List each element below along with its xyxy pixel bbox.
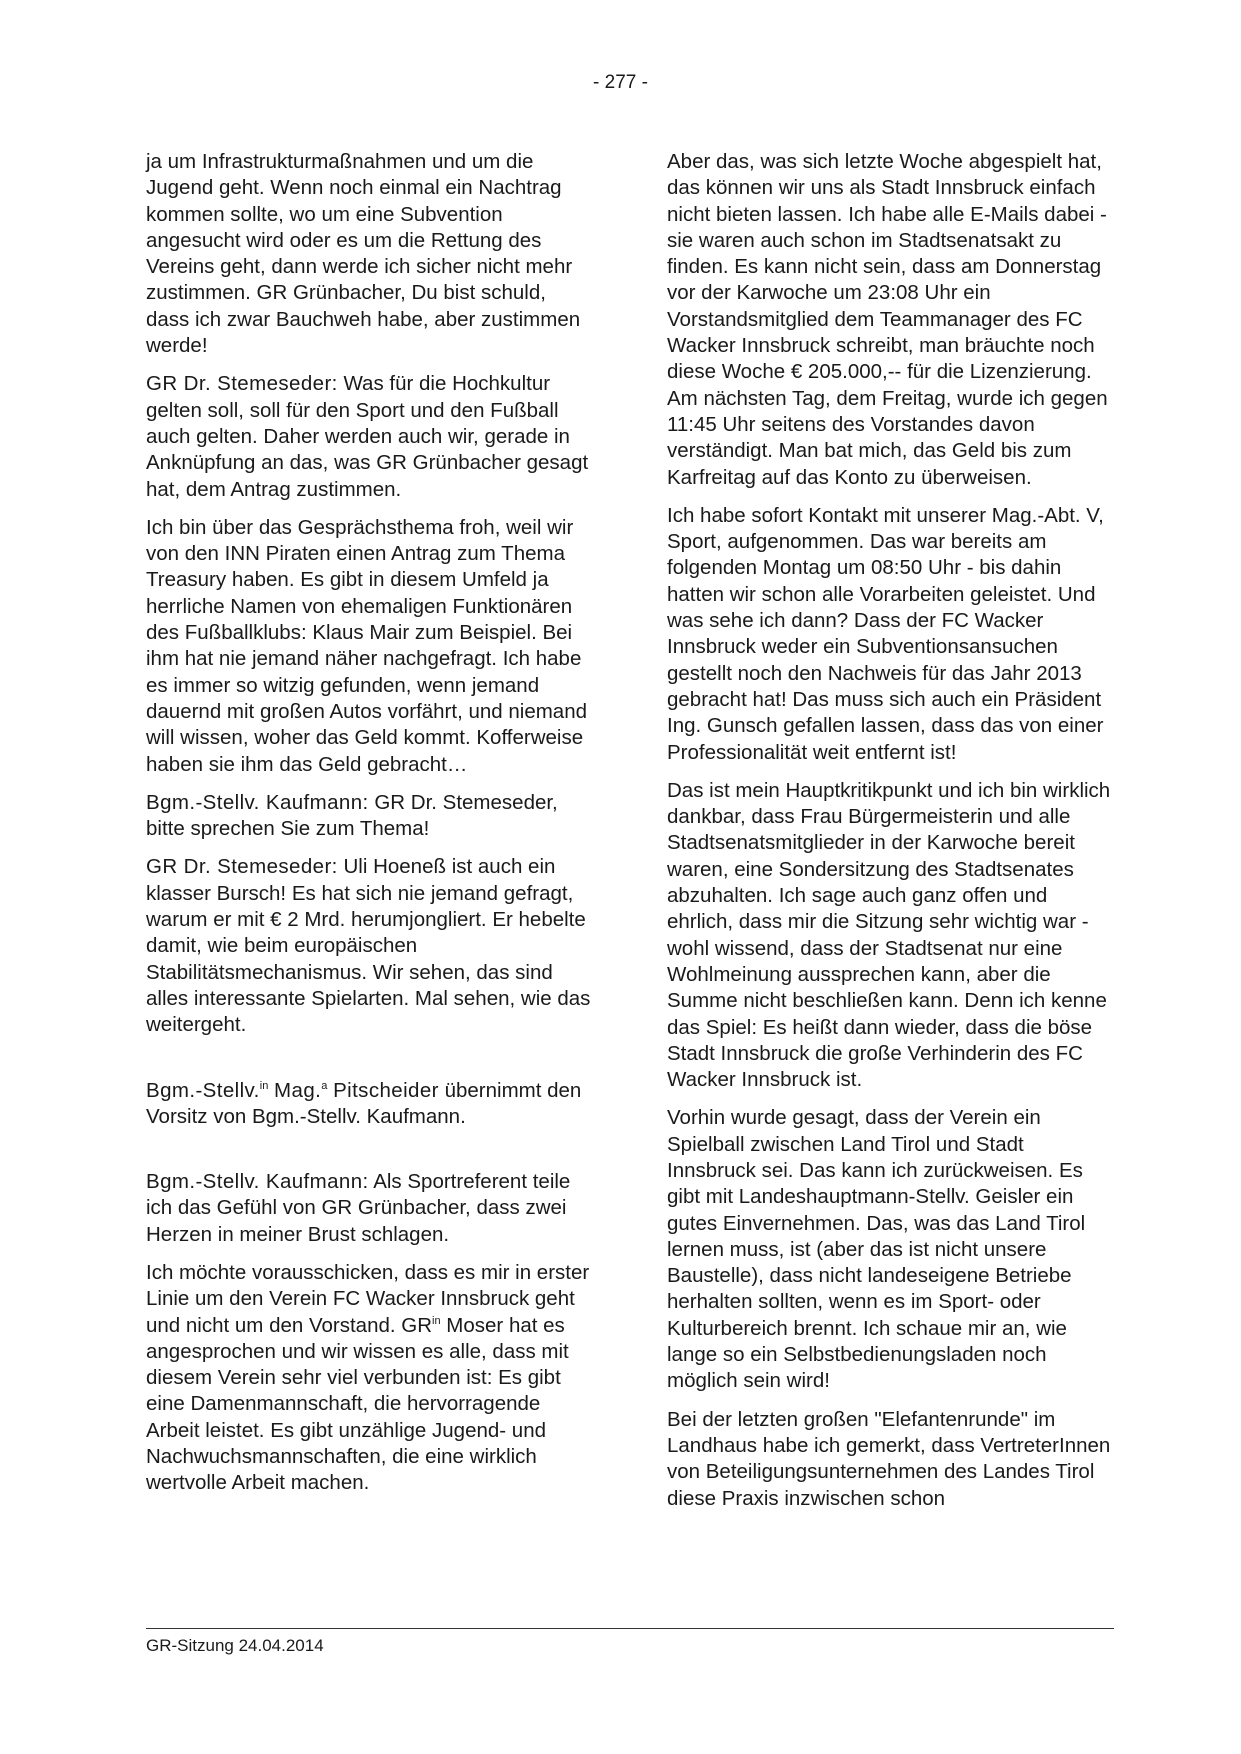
paragraph — [146, 854, 591, 1038]
superscript: in — [432, 1314, 441, 1327]
superscript: a — [321, 1079, 328, 1092]
paragraph: Ich habe sofort Kontakt mit unserer Mag.-Abt. V, Sport, aufgenommen. Das war bereits am folgenden Montag um 08:50 Uhr - bis dahin hatten wir schon alle Vorarbeiten geleistet. Und was sehe ich dann? Dass der FC Wacker Innsbruck weder ein Subventionsansuchen gestellt noch den Nachweis für das Jahr 2013 gebracht hat! Das muss sich auch ein Präsident Ing. Gunsch gefallen lassen, dass das von einer Professionalität weit entfernt ist! — [667, 503, 1104, 764]
right-column — [667, 149, 1112, 1524]
paragraph: Aber das, was sich letzte Woche abgespielt hat, das können wir uns als Stadt Innsbruck einfach nicht bieten lassen. Ich habe alle E-Mails dabei - sie waren auch schon im Stadtsenatsakt zu finden. Es kann nicht sein, dass am Donnerstag vor der Karwoche um 23:08 Uhr ein Vorstandsmitglied dem Teammanager des FC Wacker Innsbruck schreibt, man bräuchte noch diese Woche € 205.000,-- für die Lizenzierung. Am nächsten Tag, dem Freitag, wurde ich gegen 11:45 Uhr seitens des Vorstandes davon verständigt. Man bat mich, das Geld bis zum Karfreitag auf das Konto zu überweisen. — [667, 150, 1108, 489]
speaker-title: Bgm.-Stellv. — [146, 1078, 260, 1102]
speech-text: GR Dr. Stemeseder, bitte sprechen Sie zum Thema! — [146, 790, 558, 841]
speech-text: Uli Hoeneß ist auch ein klasser Bursch! Es hat sich nie jemand gefragt, warum er mit € 2 Mrd. herumjongliert. Er hebelte damit, wie beim europäischen Stabilitätsmechanismus. Wir sehen, das sind alles interessante Spielarten. Mal sehen, wie das weitergeht. — [146, 855, 591, 1037]
speaker-label: GR Dr. Stemeseder: — [146, 855, 338, 879]
paragraph — [146, 371, 591, 502]
speech-text: Moser hat es angesprochen und wir wissen es alle, dass mit diesem Verein sehr viel verbunden ist: Es gibt eine Damenmannschaft, die hervorragende Arbeit leistet. Es gibt unzählige Jugend- und Nachwuchsmannschaften, die eine wirklich wertvolle Arbeit machen. — [146, 1313, 569, 1495]
paragraph: Bei der letzten großen "Elefantenrunde" im Landhaus habe ich gemerkt, dass VertreterInnen von Beteiligungsunternehmen des Landes Tirol diese Praxis inzwischen schon — [667, 1407, 1111, 1510]
footer-session-date: GR-Sitzung 24.04.2014 — [146, 1636, 324, 1655]
paragraph — [146, 1260, 591, 1497]
speech-text: Als Sportreferent teile ich das Gefühl von GR Grünbacher, dass zwei Herzen in meiner Brust schlagen. — [146, 1170, 571, 1246]
paragraph: Vorhin wurde gesagt, dass der Verein ein Spielball zwischen Land Tirol und Stadt Innsbruck sei. Das kann ich zurückweisen. Es gibt mit Landeshauptmann-Stellv. Geisler ein gutes Einvernehmen. Das, was das Land Tirol lernen muss, ist (aber das ist nicht unsere Baustelle), dass nicht landeseigene Betriebe herhalten sollten, wenn es im Sport- oder Kulturbereich brennt. Ich schaue mir an, wie lange so ein Selbstbedienungsladen noch möglich sein wird! — [667, 1106, 1086, 1393]
note-text: übernimmt den Vorsitz von Bgm.-Stellv. Kaufmann. — [146, 1078, 582, 1128]
speaker-name: Pitscheider — [333, 1078, 439, 1102]
speaker-label: GR Dr. Stemeseder: — [146, 372, 338, 396]
footer-divider — [146, 1628, 1114, 1629]
paragraph — [146, 1169, 591, 1248]
paragraph: Das ist mein Hauptkritikpunkt und ich bin wirklich dankbar, dass Frau Bürgermeisterin und alle Stadtsenatsmitglieder in der Karwoche bereit waren, eine Sondersitzung des Stadtsenates abzuhalten. Ich sage auch ganz offen und ehrlich, dass mir die Sitzung sehr wichtig war - wohl wissend, dass der Stadtsenat nur eine Wohlmeinung aussprechen kann, aber die Summe nicht beschließen kann. Denn ich kenne das Spiel: Es heißt dann wieder, dass die böse Stadt Innsbruck die große Verhinderin des FC Wacker Innsbruck ist. — [667, 778, 1111, 1092]
superscript: in — [259, 1079, 269, 1092]
speech-text: Ich möchte vorausschicken, dass es mir in erster Linie um den Verein FC Wacker Innsbruck geht und nicht um den Vorstand. GR — [146, 1260, 590, 1337]
page-number: - 277 - — [593, 72, 648, 93]
paragraph — [146, 790, 591, 843]
chair-change-note — [146, 1078, 591, 1131]
left-column — [146, 149, 591, 1509]
paragraph: Ich bin über das Gesprächsthema froh, weil wir von den INN Piraten einen Antrag zum Thema Treasury haben. Es gibt in diesem Umfeld ja herrliche Namen von ehemaligen Funktionären des Fußballklubs: Klaus Mair zum Beispiel. Bei ihm hat nie jemand näher nachgefragt. Ich habe es immer so witzig gefunden, wenn jemand dauernd mit großen Autos vorfährt, und niemand will wissen, woher das Geld kommt. Kofferweise haben sie ihm das Geld gebracht… — [146, 515, 588, 776]
paragraph: ja um Infrastrukturmaßnahmen und um die Jugend geht. Wenn noch einmal ein Nachtrag kommen sollte, wo um eine Subvention angesucht wird oder es um die Rettung des Vereins geht, dann werde ich sicher nicht mehr zustimmen. GR Grünbacher, Du bist schuld, dass ich zwar Bauchweh habe, aber zustimmen werde! — [146, 150, 581, 358]
speaker-label: Bgm.-Stellv. Kaufmann: — [146, 1170, 369, 1194]
speech-text: Was für die Hochkultur gelten soll, soll für den Sport und den Fußball auch gelten. Daher werden auch wir, gerade in Anknüpfung an das, was GR Grünbacher gesagt hat, dem Antrag zustimmen. — [146, 372, 589, 501]
speaker-degree: Mag. — [274, 1078, 322, 1102]
speaker-label: Bgm.-Stellv. Kaufmann: — [146, 790, 369, 814]
